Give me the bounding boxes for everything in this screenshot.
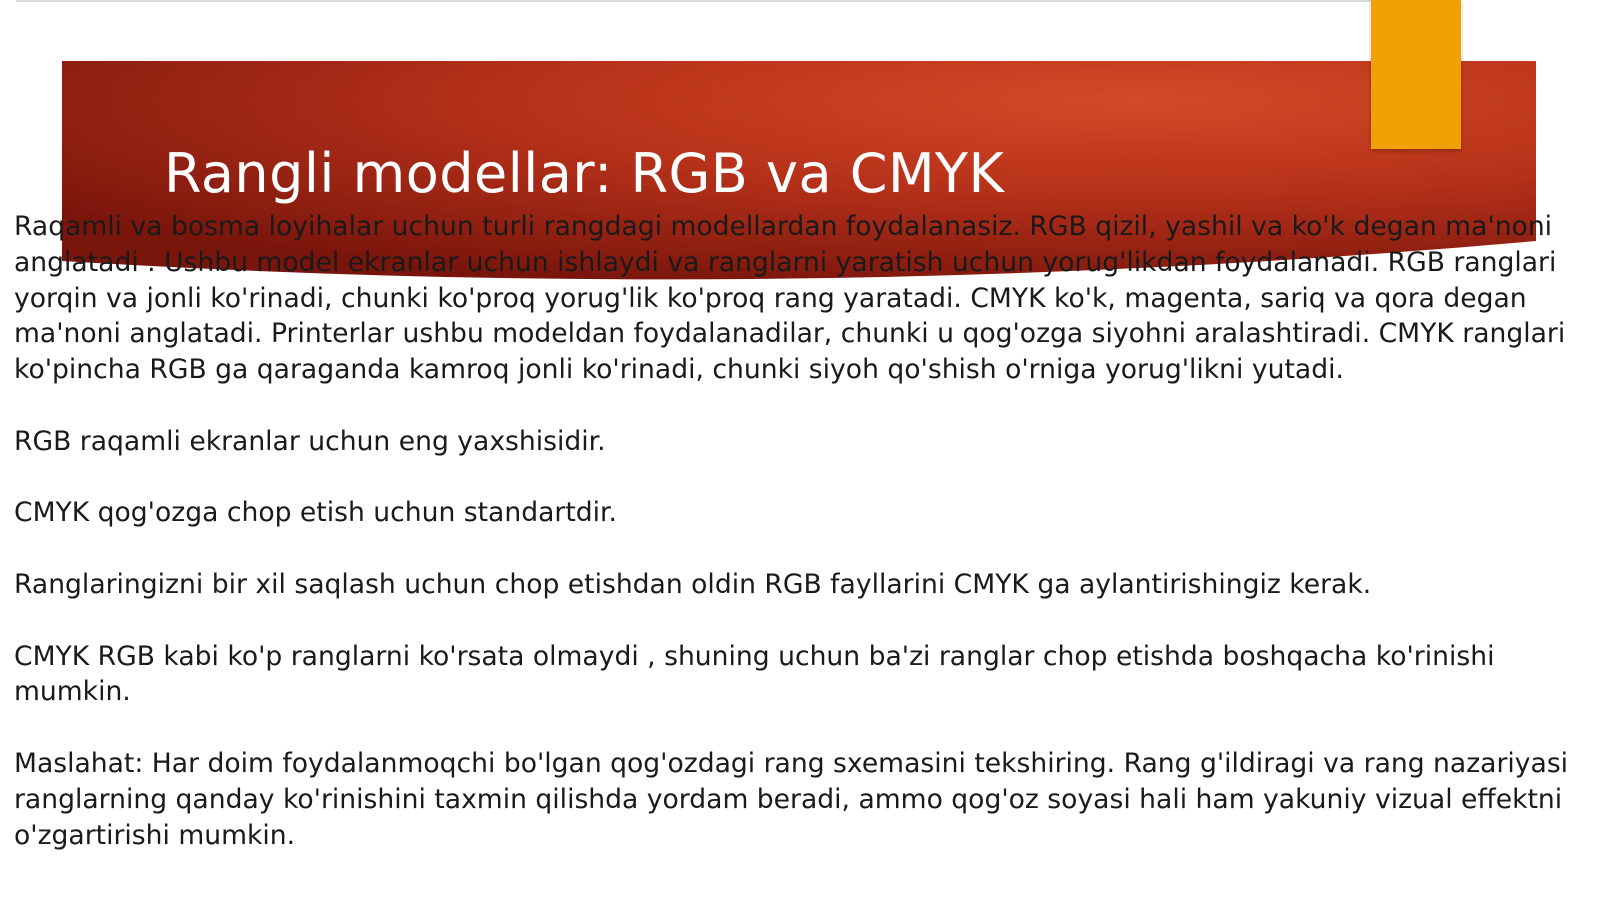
body-paragraph-rgb: RGB raqamli ekranlar uchun eng yaxshisidir. xyxy=(14,425,606,457)
top-divider xyxy=(16,0,1456,2)
body-paragraph-intro: Raqamli va bosma loyihalar uchun turli rangdagi modellardan foydalanasiz. RGB qizil, yashil va ko'k degan ma'noni anglatadi . Ushbu model ekranlar uchun ishlaydi va ranglarni yaratish uchun yorug'likdan foydalanadi. RGB ranglari yorqin va jonli ko'rinadi, chunki ko'proq yorug'lik ko'proq rang yaratadi. CMYK ko'k, magenta, sariq va qora degan ma'noni anglatadi. Printerlar ushbu modeldan foydalanadilar, chunki u qog'ozga siyohni aralashtiradi. CMYK ranglari ko'pincha RGB ga qaraganda kamroq jonli ko'rinadi, chunki siyoh qo'shish o'rniga yorug'likni yutadi. xyxy=(14,211,1566,386)
body-paragraph-convert: Ranglaringizni bir xil saqlash uchun chop etishdan oldin RGB fayllarini CMYK ga aylantirishingiz kerak. xyxy=(14,568,1372,600)
body-paragraph-cmyk: CMYK qog'ozga chop etish uchun standartdir. xyxy=(14,497,617,529)
body-paragraph-tip: Maslahat: Har doim foydalanmoqchi bo'lgan qog'ozdagi rang sxemasini tekshiring. Rang g'ildiragi va rang nazariyasi ranglarning qanday ko'rinishini taxmin qilishda yordam beradi, ammo qog'oz soyasi hali ham yakuniy vizual effektni o'zgartirishi mumkin. xyxy=(14,747,1569,851)
slide-title: Rangli modellar: RGB va CMYK xyxy=(164,142,1005,205)
body-paragraph-gamut: CMYK RGB kabi ko'p ranglarni ko'rsata olmaydi , shuning uchun ba'zi ranglar chop etishda boshqacha ko'rinishi mumkin. xyxy=(14,640,1495,708)
accent-tab xyxy=(1371,0,1461,149)
slide-body xyxy=(14,209,1594,853)
